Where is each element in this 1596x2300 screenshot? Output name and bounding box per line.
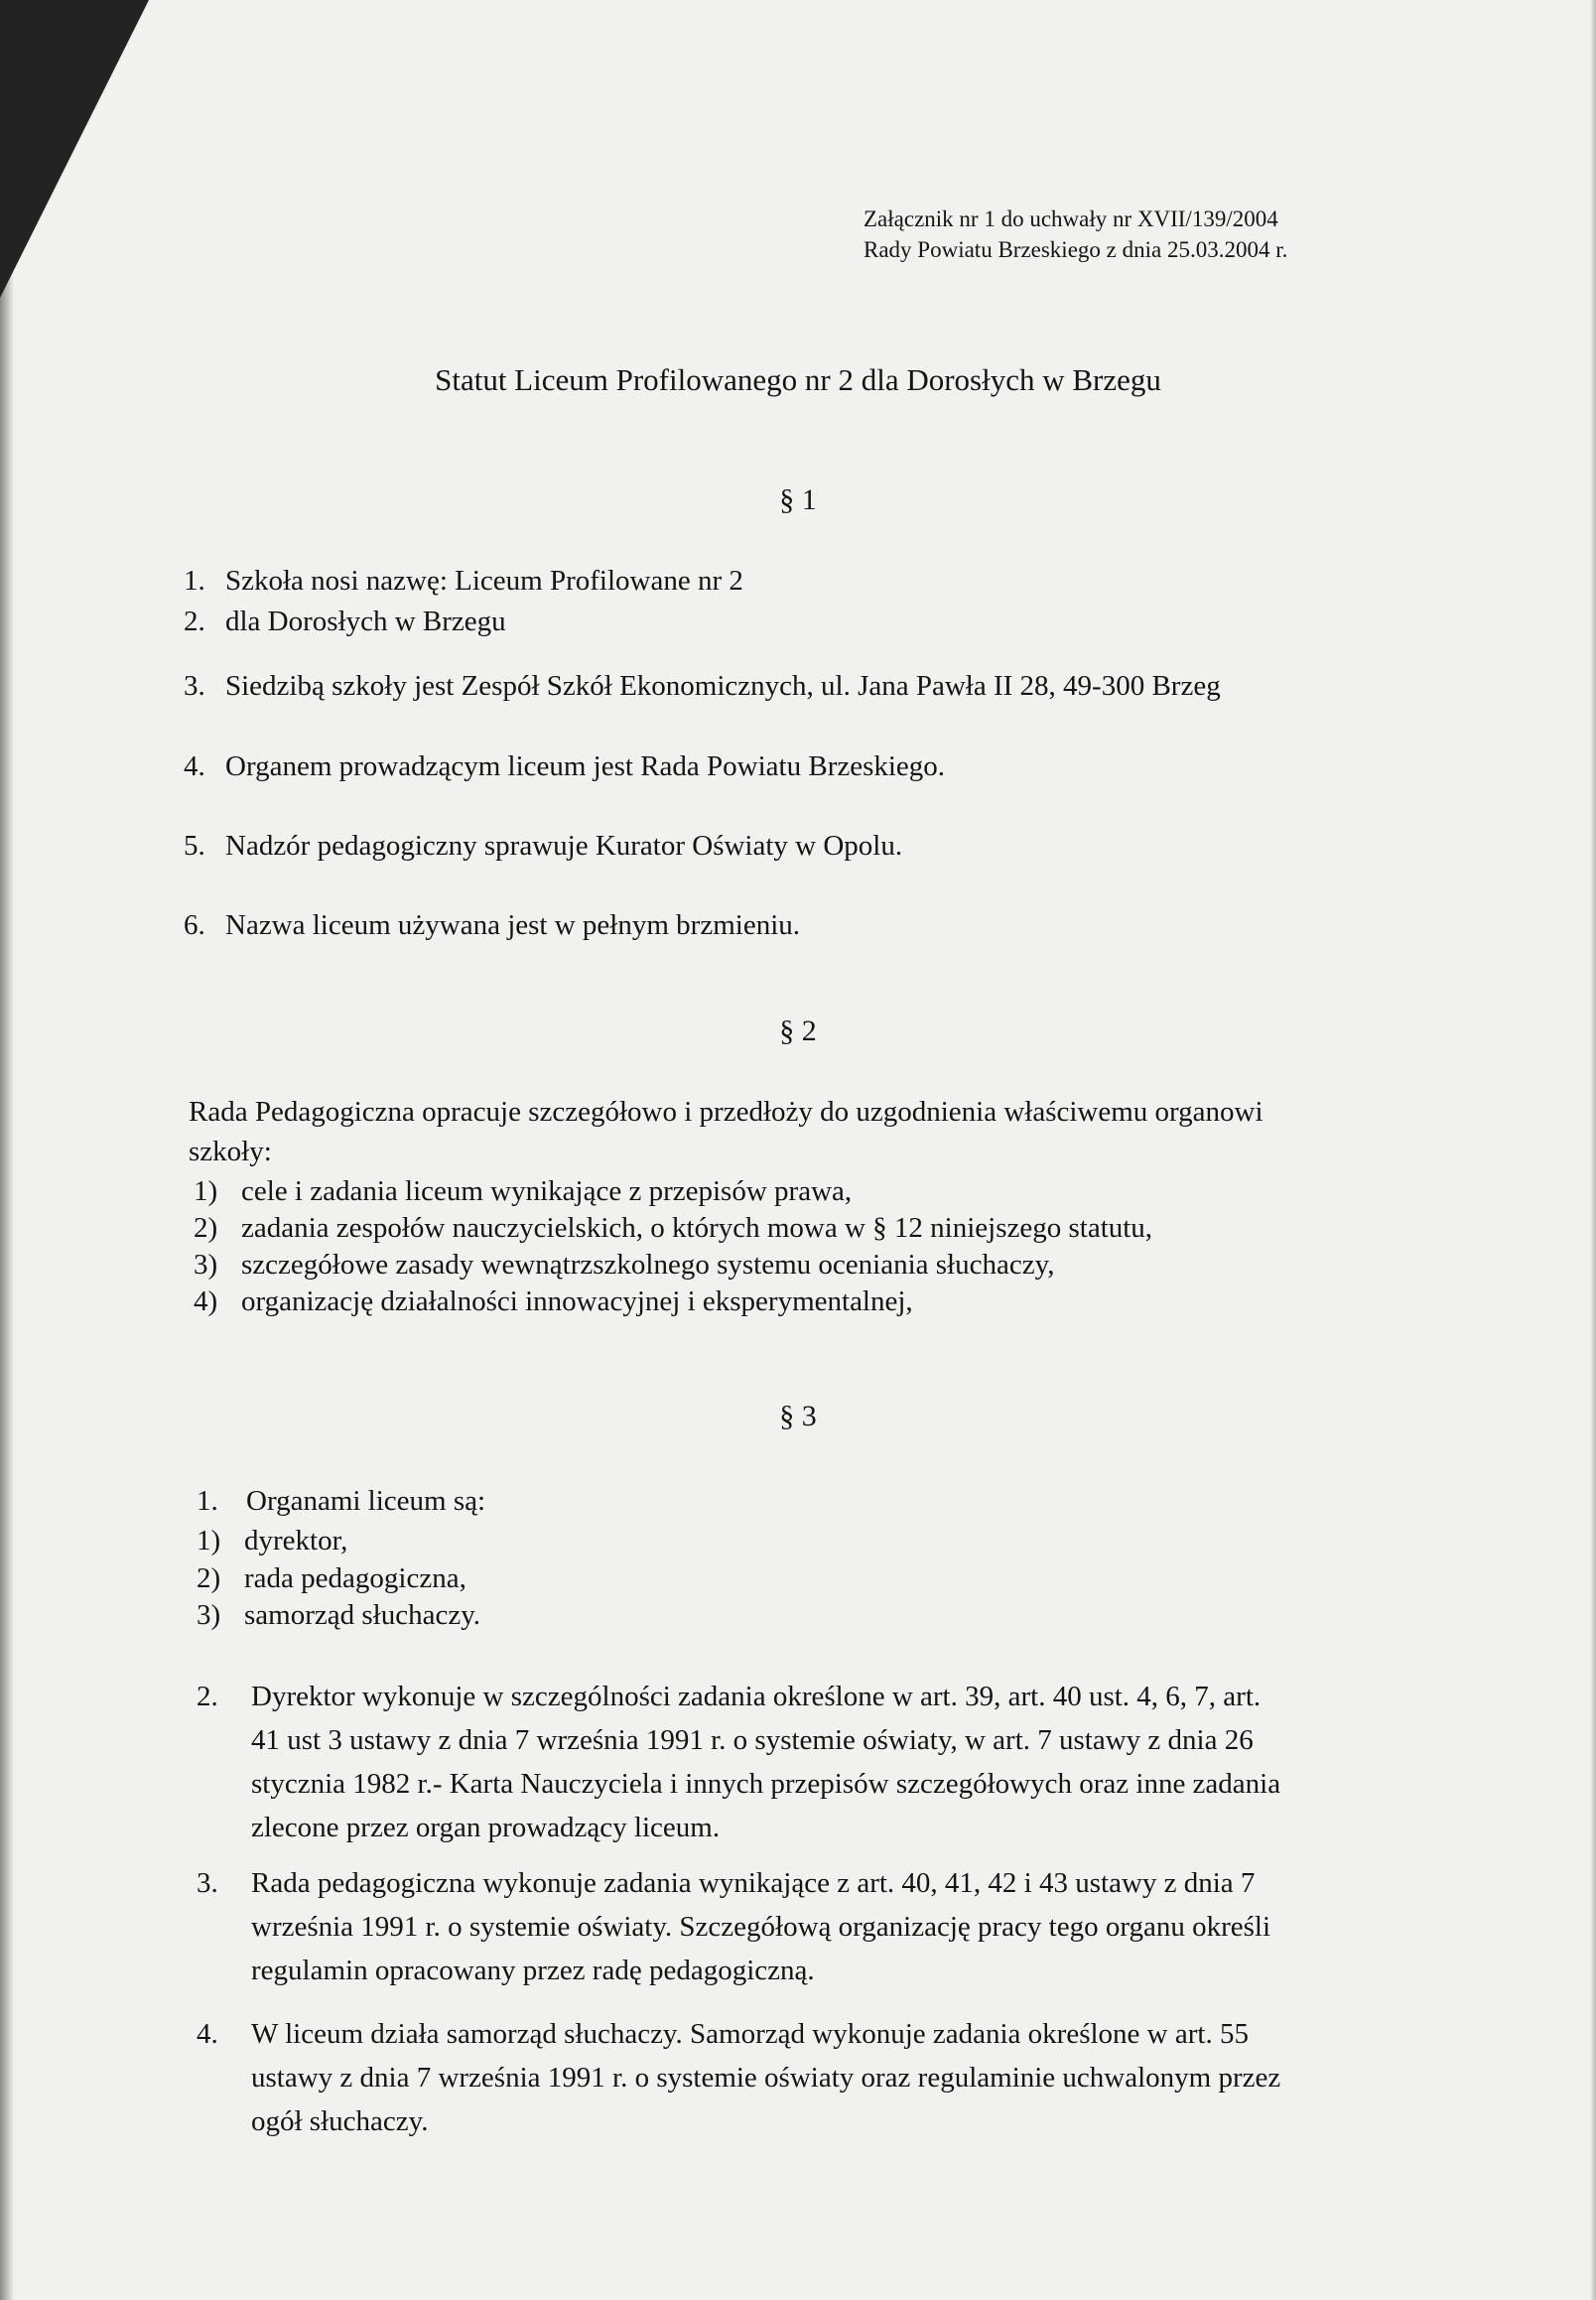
item-number: 3): [197, 1599, 221, 1631]
section-2-intro-line-1: Rada Pedagogiczna opracuje szczegółowo i przedłoży do uzgodnienia właściwemu organowi: [189, 1096, 1264, 1128]
organ-list-item: [197, 1595, 480, 1635]
organ-list-item: [197, 1521, 347, 1560]
item-number: 1.: [184, 565, 205, 597]
section-2-list-item: [194, 1171, 852, 1211]
item-number: 4): [194, 1285, 218, 1317]
item-text: cele i zadania liceum wynikające z przepisów prawa,: [241, 1175, 853, 1207]
document-title: Statut Liceum Profilowanego nr 2 dla Dorosłych w Brzegu: [435, 362, 1161, 397]
item-text: samorząd słuchaczy.: [244, 1599, 481, 1631]
section-1-heading: § 1: [779, 483, 817, 516]
paragraph-line: ogół słuchaczy.: [251, 2105, 429, 2137]
section-2-list-item: [194, 1245, 1054, 1285]
item-text: Nazwa liceum używana jest w pełnym brzmieniu.: [225, 909, 800, 941]
item-text: organizację działalności innowacyjnej i eksperymentalnej,: [241, 1285, 913, 1317]
item-text: Siedzibą szkoły jest Zespół Szkół Ekonomicznych, ul. Jana Pawła II 28, 49-300 Brzeg: [225, 670, 1221, 702]
section-2-heading: § 2: [779, 1015, 817, 1047]
section-2-intro-line-2: szkoły:: [189, 1136, 272, 1167]
item-text: szczegółowe zasady wewnątrzszkolnego systemu oceniania słuchaczy,: [241, 1249, 1055, 1281]
section-3-paragraph: [197, 1675, 1457, 1853]
item-text: dla Dorosłych w Brzegu: [225, 606, 506, 637]
paragraph-line: stycznia 1982 r.- Karta Nauczyciela i innych przepisów szczegółowych oraz inne zadania: [251, 1768, 1281, 1800]
paragraph-number: 3.: [197, 1867, 218, 1899]
paragraph-body: [251, 1861, 1452, 1992]
section-3-paragraph: [197, 2012, 1457, 2146]
paragraph-line: 41 ust 3 ustawy z dnia 7 września 1991 r. o systemie oświaty, w art. 7 ustawy z dnia 26: [251, 1724, 1254, 1756]
paragraph-line: Rada pedagogiczna wykonuje zadania wynikające z art. 40, 41, 42 i 43 ustawy z dnia 7: [251, 1867, 1256, 1899]
paragraph-line: regulamin opracowany przez radę pedagogiczną.: [251, 1955, 815, 1986]
item-text: Szkoła nosi nazwę: Liceum Profilowane nr 2: [225, 565, 743, 597]
item-text: Nadzór pedagogiczny sprawuje Kurator Oświaty w Opolu.: [225, 830, 903, 862]
item-number: 3.: [184, 670, 205, 702]
paragraph-body: [251, 2012, 1452, 2143]
section-2-list-item: [194, 1208, 1152, 1248]
item-text: rada pedagogiczna,: [244, 1562, 466, 1594]
item-text: Organem prowadzącym liceum jest Rada Powiatu Brzeskiego.: [225, 750, 946, 782]
paragraph-line: Dyrektor wykonuje w szczególności zadania określone w art. 39, art. 40 ust. 4, 6, 7, art.: [251, 1681, 1262, 1712]
paragraph-body: [251, 1675, 1452, 1849]
item-number: 2): [194, 1212, 218, 1244]
attachment-header-line-2: Rady Powiatu Brzeskiego z dnia 25.03.2004 r.: [864, 237, 1288, 262]
item-number: 2): [197, 1562, 221, 1594]
attachment-header: [864, 203, 1287, 265]
item-number: 2.: [184, 606, 205, 637]
item-text: Organami liceum są:: [246, 1485, 486, 1517]
paragraph-number: 2.: [197, 1681, 218, 1712]
organ-list-item: [197, 1558, 466, 1598]
section-2-list-item: [194, 1282, 913, 1321]
item-number: 1): [194, 1175, 218, 1207]
item-number: 1): [197, 1525, 221, 1556]
item-text: dyrektor,: [244, 1525, 348, 1556]
section-3-paragraph: [197, 1861, 1457, 1995]
paragraph-line: W liceum działa samorząd słuchaczy. Samorząd wykonuje zadania określone w art. 55: [251, 2018, 1249, 2050]
item-number: 3): [194, 1249, 218, 1281]
section-3-heading: § 3: [779, 1400, 817, 1432]
item-number: 6.: [184, 909, 205, 941]
attachment-header-line-1: Załącznik nr 1 do uchwały nr XVII/139/2004: [864, 206, 1278, 231]
paragraph-line: września 1991 r. o systemie oświaty. Szczegółową organizację pracy tego organu określi: [251, 1911, 1271, 1943]
item-number: 1.: [197, 1485, 218, 1517]
paragraph-line: ustawy z dnia 7 września 1991 r. o systemie oświaty oraz regulaminie uchwalonym przez: [251, 2062, 1281, 2094]
item-number: 5.: [184, 830, 205, 862]
section-3-item-1: [197, 1481, 485, 1521]
paragraph-number: 4.: [197, 2018, 218, 2050]
item-text: zadania zespołów nauczycielskich, o których mowa w § 12 niniejszego statutu,: [241, 1212, 1153, 1244]
paragraph-line: zlecone przez organ prowadzący liceum.: [251, 1812, 721, 1843]
item-number: 4.: [184, 750, 205, 782]
